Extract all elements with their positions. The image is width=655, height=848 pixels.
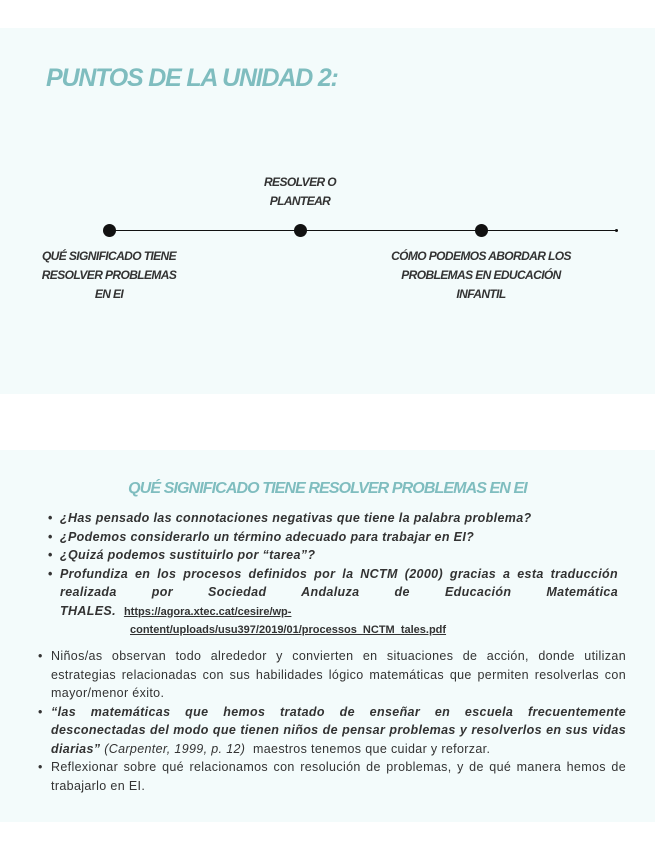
timeline-end-point [615, 229, 618, 232]
question-list [46, 509, 618, 640]
timeline-label-significado: QUÉ SIGNIFICADO TIENE RESOLVER PROBLEMAS EN EI [41, 249, 177, 301]
list-item: • Niños/as observan todo alrededor y convierten en situaciones de acción, donde utilizan estrategias relacionadas con sus habilidades lógico matemáticas que permiten resolverlas con mayor/menor éxito. [36, 647, 626, 703]
link-line-1[interactable]: https://agora.xtec.cat/cesire/wp- [123, 605, 292, 618]
slide-title: PUNTOS DE LA UNIDAD 2: [46, 64, 338, 92]
list-item-quote [36, 703, 626, 759]
nctm-link[interactable] [60, 604, 618, 640]
timeline-dot-2 [294, 224, 307, 237]
question-item: • ¿Podemos considerarlo un término adecuado para trabajar en EI? [46, 528, 618, 547]
timeline-dot-3 [475, 224, 488, 237]
question-item-nctm [46, 565, 618, 640]
question-item: • ¿Quizá podemos sustituirlo por “tarea”? [46, 546, 618, 565]
link-line-2[interactable]: content/uploads/usu397/2019/01/processos_NCTM_tales.pdf [130, 624, 447, 636]
slide-units-overview [0, 28, 655, 394]
nctm-text: Profundiza en los procesos definidos por la NCTM (2000) gracias a esta traducción realizada por Sociedad Andaluza de Educación Matemática THALES. [60, 566, 618, 618]
slide-title: QUÉ SIGNIFICADO TIENE RESOLVER PROBLEMAS EN EI [128, 480, 527, 497]
timeline-label-abordar: CÓMO PODEMOS ABORDAR LOS PROBLEMAS EN EDUCACIÓN INFANTIL [391, 249, 571, 301]
citation: (Carpenter, 1999, p. 12) [104, 741, 246, 756]
question-item: • ¿Has pensado las connotaciones negativas que tiene la palabra problema? [46, 509, 618, 528]
slide-significado [0, 450, 655, 822]
quote-text: “las matemáticas que hemos tratado de enseñar en escuela frecuentemente desconectadas del modo que tienen niños de pensar problemas y resolverlos en sus vidas diarias” [51, 704, 626, 756]
timeline-line [108, 230, 618, 231]
timeline-dot-1 [103, 224, 116, 237]
timeline-label-resolver-plantear: RESOLVER O PLANTEAR [263, 175, 337, 208]
quote-tail: maestros tenemos que cuidar y reforzar. [252, 741, 491, 756]
content-list [36, 647, 626, 795]
list-item: • Reflexionar sobre qué relacionamos con resolución de problemas, y de qué manera hemos de trabajarlo en EI. [36, 758, 626, 795]
